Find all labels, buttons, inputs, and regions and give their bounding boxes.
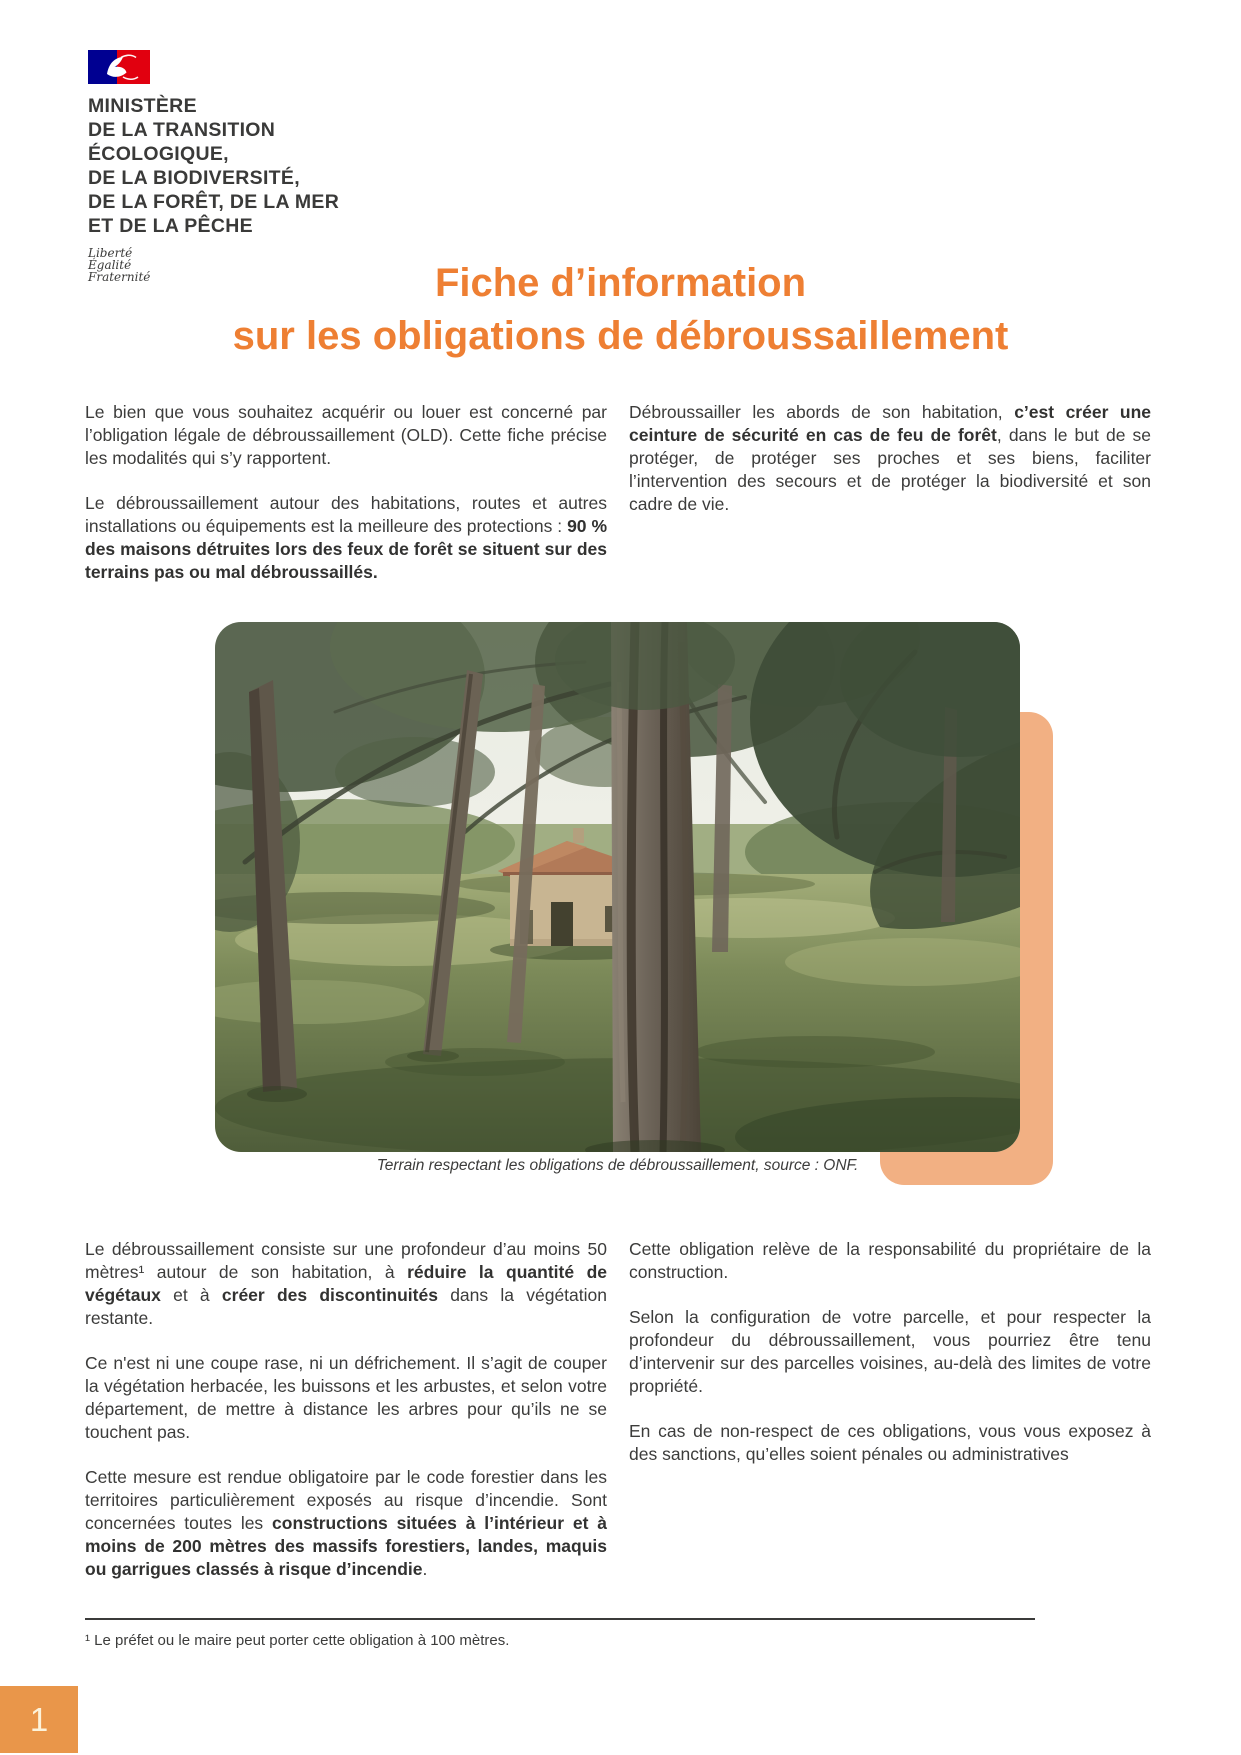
body-right-column [629,1238,1151,1581]
paragraph: En cas de non-respect de ces obligations, vous vous exposez à des sanctions, qu’elles soient pénales ou administratives [629,1421,1151,1464]
paragraph: Cette obligation relève de la responsabilité du propriétaire de la construction. [629,1239,1151,1282]
body-left-column [85,1238,607,1581]
ministry-name-line: DE LA FORÊT, DE LA MER [88,191,340,213]
ministry-name-line: MINISTÈRE [88,95,197,117]
paragraph: Le débroussaillement consiste sur une profondeur d’au moins 50 mètres¹ autour de son habitation, à réduire la quantité de végétaux et à créer des discontinuités dans la végétation restante. [85,1239,608,1328]
terrain-photo [215,622,1020,1152]
motto-line: Égalité [88,258,132,272]
footnote-divider [85,1618,1035,1620]
ministry-name-line: DE LA TRANSITION [88,119,276,141]
ministry-logo-block [88,50,339,283]
page-title [0,257,1241,363]
ministry-name-line: DE LA BIODIVERSITÉ, [88,167,300,189]
paragraph: Le bien que vous souhaitez acquérir ou louer est concerné par l’obligation légale de débroussaillement (OLD). Cette fiche précise les modalités qui s’y rapportent. [85,402,607,468]
paragraph: Selon la configuration de votre parcelle, et pour respecter la profondeur du débroussaillement, vous pourriez être tenu d’intervenir sur des parcelles voisines, au-delà des limites de votre propriété. [629,1307,1151,1396]
body-section [85,1238,1151,1581]
intro-left-column [85,401,607,584]
ministry-name-line: ÉCOLOGIQUE, [88,143,229,165]
ministry-name-line: ET DE LA PÊCHE [88,215,253,237]
page-number: 1 [29,1700,49,1738]
ministry-name [88,94,339,238]
motto-line: Liberté [88,246,133,260]
intro-right-column [629,401,1151,584]
page-number-badge [0,1686,78,1753]
paragraph: Cette mesure est rendue obligatoire par le code forestier dans les territoires particulièrement exposés au risque d’incendie. Sont concernées toutes les constructions situées à l’intérieur et à moins de 200 mètres des massifs forestiers, landes, maquis ou garrigues classés à risque d’incendie. [85,1467,607,1579]
footnote: ¹ Le préfet ou le maire peut porter cette obligation à 100 mètres. [85,1632,510,1649]
french-flag-icon [88,50,150,84]
paragraph: Débroussailler les abords de son habitation, c’est créer une ceinture de sécurité en cas de feu de forêt, dans le but de se protéger, de protéger ses proches et ses biens, faciliter l’intervention des secours et de protéger la biodiversité et son cadre de vie. [629,402,1152,514]
page-title-line2: sur les obligations de débroussaillement [232,314,1009,358]
intro-section [85,401,1151,584]
page-title-line1: Fiche d’information [434,261,807,305]
paragraph: Ce n'est ni une coupe rase, ni un défrichement. Il s’agit de couper la végétation herbacée, les buissons et les arbustes, et selon votre département, de mettre à distance les arbres pour qu’ils ne se touchent pas. [85,1353,607,1442]
photo-caption: Terrain respectant les obligations de débroussaillement, source : ONF. [376,1157,859,1174]
motto-line: Fraternité [88,270,151,284]
paragraph: Le débroussaillement autour des habitations, routes et autres installations ou équipements est la meilleure des protections : 90 % des maisons détruites lors des feux de forêt se situent sur des terrains pas ou mal débroussaillés. [85,493,608,582]
